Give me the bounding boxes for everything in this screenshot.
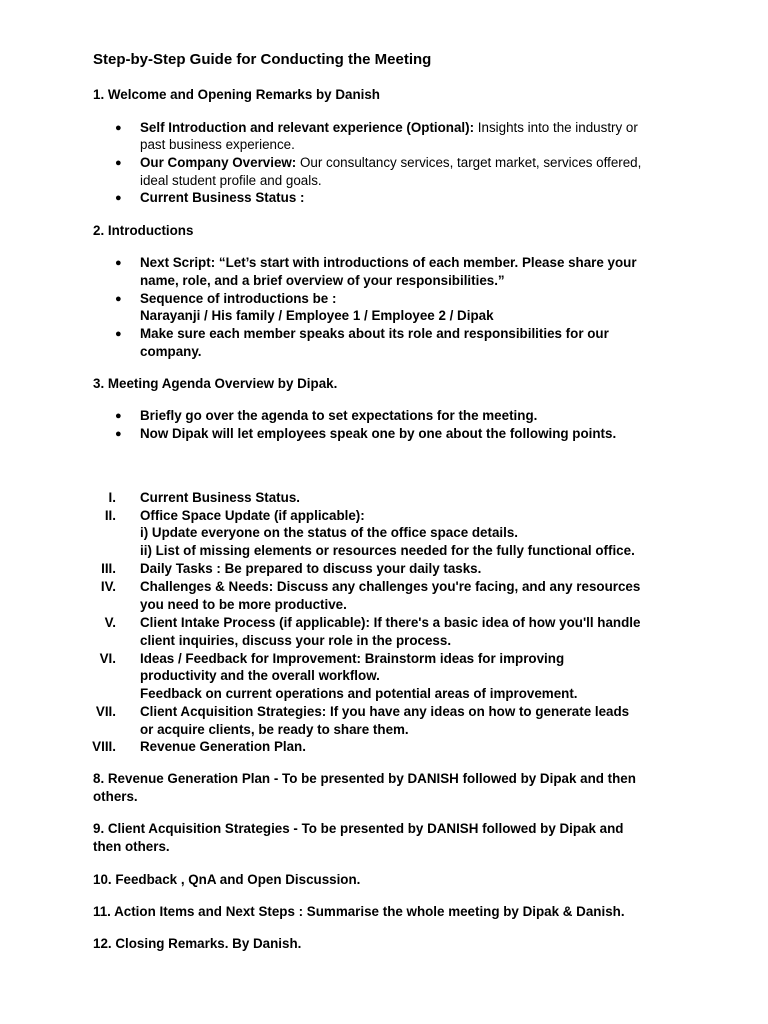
section-10-heading: 10. Feedback , QnA and Open Discussion. xyxy=(93,872,361,887)
section-11-heading: 11. Action Items and Next Steps : Summarise the whole meeting by Dipak & Danish. xyxy=(93,904,625,919)
section-8-continuation: others. xyxy=(93,789,138,804)
agenda-numeral: IV. xyxy=(100,579,116,594)
section-3-heading: 3. Meeting Agenda Overview by Dipak. xyxy=(93,376,338,391)
bullet-icon: ● xyxy=(115,293,122,305)
list-item xyxy=(140,119,638,137)
agenda-numeral: V. xyxy=(104,615,116,630)
agenda-item-continuation: or acquire clients, be ready to share them. xyxy=(140,722,409,737)
agenda-numeral: I. xyxy=(108,490,116,505)
section-9-continuation: then others. xyxy=(93,839,170,854)
section-1-heading: 1. Welcome and Opening Remarks by Danish xyxy=(93,87,380,102)
document-title: Step-by-Step Guide for Conducting the Meeting xyxy=(93,51,432,68)
list-item-continuation: past business experience. xyxy=(140,137,295,152)
agenda-numeral: VIII. xyxy=(92,739,116,754)
bullet-text: Our consultancy services, target market, services offered, xyxy=(296,155,642,170)
agenda-item: Ideas / Feedback for Improvement: Brainstorm ideas for improving xyxy=(140,651,565,666)
agenda-item: Client Acquisition Strategies: If you have any ideas on how to generate leads xyxy=(140,704,630,719)
agenda-item: Office Space Update (if applicable): xyxy=(140,508,365,523)
section-9-heading: 9. Client Acquisition Strategies - To be presented by DANISH followed by Dipak and xyxy=(93,821,624,836)
list-item: Now Dipak will let employees speak one by one about the following points. xyxy=(140,426,617,441)
list-item-continuation: company. xyxy=(140,344,202,359)
list-item: Current Business Status : xyxy=(140,190,305,205)
list-item-continuation: ideal student profile and goals. xyxy=(140,173,322,188)
bullet-icon: ● xyxy=(115,410,122,422)
list-item xyxy=(140,154,641,172)
list-item-continuation: Narayanji / His family / Employee 1 / Employee 2 / Dipak xyxy=(140,308,494,323)
agenda-numeral: II. xyxy=(104,508,116,523)
bullet-bold-text: Our Company Overview: xyxy=(140,155,297,170)
section-8-heading: 8. Revenue Generation Plan - To be presented by DANISH followed by Dipak and then xyxy=(93,771,636,786)
agenda-item-continuation: productivity and the overall workflow. xyxy=(140,668,380,683)
section-12-heading: 12. Closing Remarks. By Danish. xyxy=(93,936,302,951)
bullet-icon: ● xyxy=(115,428,122,440)
bullet-icon: ● xyxy=(115,328,122,340)
list-item: Briefly go over the agenda to set expectations for the meeting. xyxy=(140,408,538,423)
list-item: Next Script: “Let’s start with introductions of each member. Please share your xyxy=(140,255,637,270)
bullet-icon: ● xyxy=(115,157,122,169)
bullet-icon: ● xyxy=(115,257,122,269)
list-item: Sequence of introductions be : xyxy=(140,291,337,306)
bullet-icon: ● xyxy=(115,122,122,134)
agenda-numeral: III. xyxy=(101,561,116,576)
bullet-text: Insights into the industry or xyxy=(474,120,638,135)
list-item-continuation: name, role, and a brief overview of your responsibilities.” xyxy=(140,273,505,288)
bullet-bold-text: Self Introduction and relevant experience (Optional): xyxy=(140,120,475,135)
agenda-item-continuation: Feedback on current operations and potential areas of improvement. xyxy=(140,686,578,701)
agenda-item-continuation: you need to be more productive. xyxy=(140,597,347,612)
agenda-item: Current Business Status. xyxy=(140,490,300,505)
agenda-item: Challenges & Needs: Discuss any challenges you're facing, and any resources xyxy=(140,579,641,594)
agenda-numeral: VI. xyxy=(99,651,116,666)
agenda-item: Client Intake Process (if applicable): If there's a basic idea of how you'll handle xyxy=(140,615,641,630)
agenda-item-continuation: i) Update everyone on the status of the office space details. xyxy=(140,525,519,540)
bullet-icon: ● xyxy=(115,192,122,204)
agenda-item-continuation: ii) List of missing elements or resources needed for the fully functional office. xyxy=(140,543,635,558)
agenda-item: Revenue Generation Plan. xyxy=(140,739,306,754)
agenda-item-continuation: client inquiries, discuss your role in the process. xyxy=(140,633,452,648)
list-item: Make sure each member speaks about its role and responsibilities for our xyxy=(140,326,609,341)
section-2-heading: 2. Introductions xyxy=(93,223,194,238)
agenda-numeral: VII. xyxy=(95,704,116,719)
agenda-item: Daily Tasks : Be prepared to discuss your daily tasks. xyxy=(140,561,482,576)
